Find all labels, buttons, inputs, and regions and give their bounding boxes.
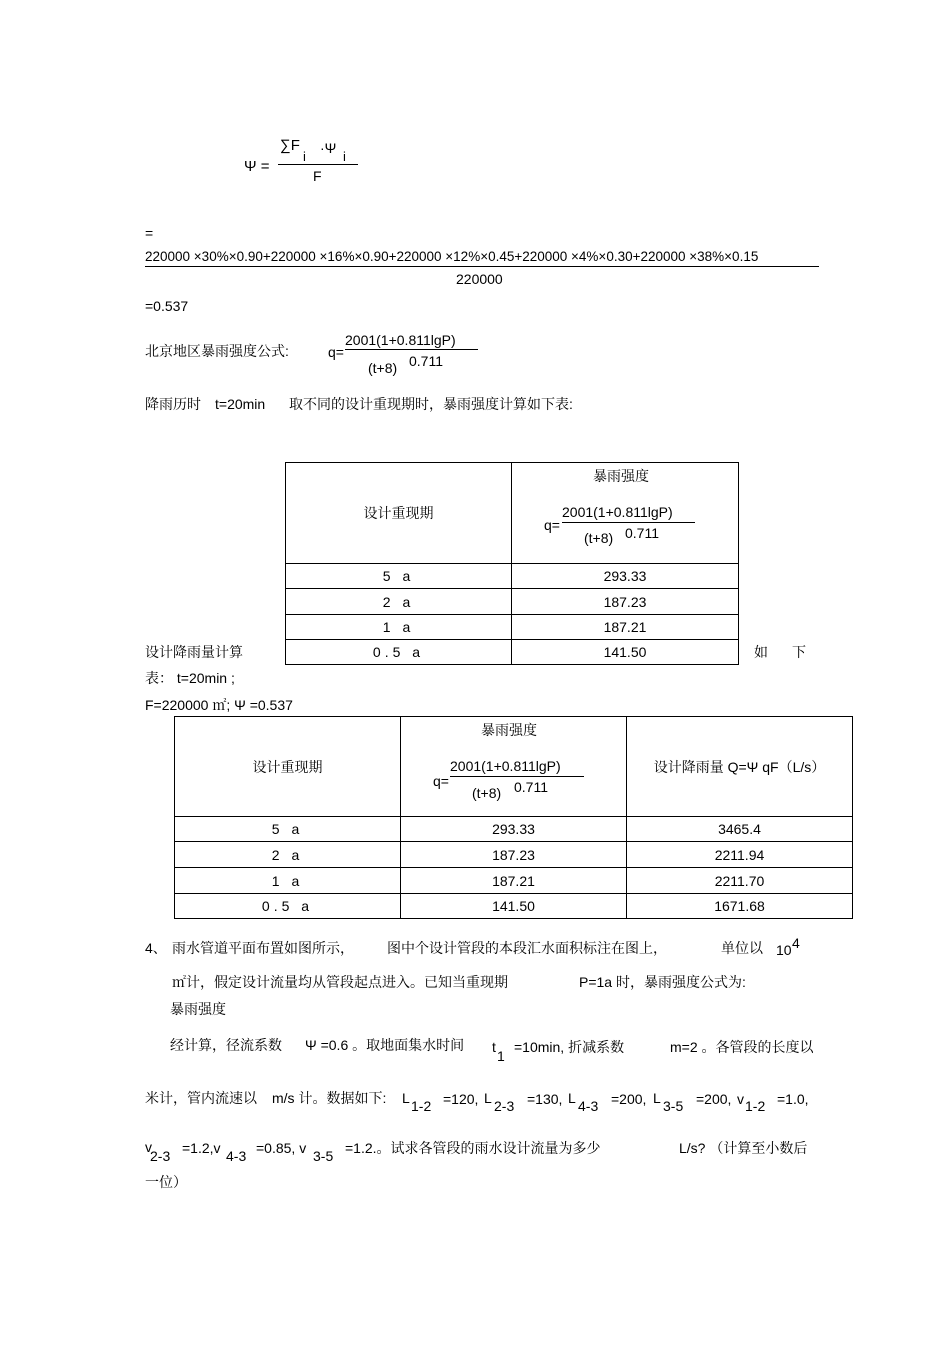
table2-flow: 2211.70 <box>627 868 853 894</box>
table2-period: 1 a <box>175 868 401 894</box>
flow-table <box>174 716 853 919</box>
v12-value: =1.0, <box>777 1091 809 1107</box>
psi-symbol: Ψ = <box>244 158 270 175</box>
problem-line4c: t <box>492 1039 496 1055</box>
long-fraction-numerator: 220000 ×30%×0.90+220000 ×16%×0.90+220000 ×12%×0.45+220000 ×4%×0.30+220000 ×38%×0.15 <box>145 249 759 264</box>
table2-flow: 1671.68 <box>627 894 853 919</box>
table1-intensity: 187.21 <box>512 615 739 640</box>
table2-flow: 2211.94 <box>627 842 853 868</box>
problem-line2a: ㎡计，假定设计流量均从管段起点进入。已知当重现期 <box>172 974 508 990</box>
L35-value: =200, <box>696 1091 732 1107</box>
table2-header-intensity <box>401 717 627 817</box>
L12-subscript: 1-2 <box>411 1098 432 1114</box>
table1-q: q= <box>544 517 560 533</box>
v43-subscript: 4-3 <box>226 1148 247 1164</box>
table2-period: 5 a <box>175 817 401 842</box>
table1-den: (t+8) <box>584 530 614 546</box>
long-fraction-denominator: 220000 <box>456 271 503 287</box>
L23-value: =130, <box>527 1091 563 1107</box>
table-row <box>175 894 853 919</box>
v43-value: =0.85, v <box>256 1140 307 1156</box>
table1-header-period: 设计重现期 <box>286 463 512 564</box>
table-row <box>175 842 853 868</box>
table2-intensity: 141.50 <box>401 894 627 919</box>
problem-line4a: 经计算，径流系数 <box>170 1037 282 1053</box>
duration-description: 取不同的设计重现期时，暴雨强度计算如下表: <box>289 396 573 412</box>
table2-header-period: 设计重现期 <box>175 717 401 817</box>
table1-intensity: 141.50 <box>512 640 739 665</box>
problem-line1c: 单位以 <box>721 940 763 956</box>
table-row <box>175 817 853 842</box>
table1-intensity-title: 暴雨强度 <box>593 468 649 484</box>
table1-numerator: 2001(1+0.811lgP) <box>562 504 673 520</box>
table2-numerator: 2001(1+0.811lgP) <box>450 758 561 774</box>
v12-symbol: v <box>737 1091 744 1107</box>
table2-period: 2 a <box>175 842 401 868</box>
v12-subscript: 1-2 <box>745 1098 766 1114</box>
storm-formula-q: q= <box>328 344 344 360</box>
table2-period: 0.5 a <box>175 894 401 919</box>
long-fraction-bar <box>145 266 819 267</box>
psi-denominator: F <box>313 168 322 184</box>
L23-symbol: L <box>484 1090 492 1106</box>
unit-exponent: 4 <box>792 935 800 951</box>
table2-header-flow: 设计降雨量 Q=Ψ qF（L/s） <box>627 717 853 817</box>
table2-intensity-title: 暴雨强度 <box>481 722 537 738</box>
problem-line5a: 米计，管内流速以 <box>145 1090 257 1106</box>
table2-flow: 3465.4 <box>627 817 853 842</box>
L35-symbol: L <box>653 1090 661 1106</box>
design-rain-right1: 如 <box>754 644 768 660</box>
design-rain-right2: 下 <box>792 644 806 660</box>
table-row <box>175 868 853 894</box>
table2-fraction-bar <box>450 776 584 777</box>
table2-intensity: 187.23 <box>401 842 627 868</box>
storm-formula-exp: 0.711 <box>409 353 443 369</box>
psi-numerator-sum: ∑F <box>280 137 300 154</box>
L43-subscript: 4-3 <box>578 1098 599 1114</box>
table-row <box>286 564 739 589</box>
table1-intensity: 187.23 <box>512 589 739 615</box>
problem-line2b: P=1a 时，暴雨强度公式为: <box>579 974 746 990</box>
v23-symbol: v <box>145 1139 152 1155</box>
L43-symbol: L <box>568 1090 576 1106</box>
table2-q: q= <box>433 773 449 789</box>
v23-value: =1.2,v <box>182 1140 221 1156</box>
table1-period: 1 a <box>286 615 512 640</box>
table-duration-line: 表： t=20min ; <box>145 670 235 686</box>
table2-den: (t+8) <box>472 785 502 801</box>
storm-formula-numerator: 2001(1+0.811lgP) <box>345 332 456 348</box>
problem-line3: 暴雨强度 <box>170 1001 226 1017</box>
duration-label: 降雨历时 <box>145 396 201 412</box>
psi-numerator-sub-i2: i <box>343 149 346 164</box>
L12-value: =120, <box>443 1091 479 1107</box>
v35-subscript: 3-5 <box>313 1148 334 1164</box>
equals-sign: = <box>145 225 154 241</box>
table2-intensity: 187.21 <box>401 868 627 894</box>
v35-value: =1.2.。试求各管段的雨水设计流量为多少 <box>345 1140 601 1156</box>
table1-period: 0.5 a <box>286 640 512 665</box>
table2-intensity: 293.33 <box>401 817 627 842</box>
table1-fraction-bar <box>562 522 695 523</box>
problem-line4e: m=2 。各管段的长度以 <box>670 1039 814 1055</box>
psi-numerator-sub-i: i <box>303 149 306 164</box>
problem-number: 4、 <box>145 940 167 956</box>
problem-line6-end: L/s? （计算至小数后 <box>679 1140 808 1156</box>
duration-value: t=20min <box>215 396 266 412</box>
problem-line1: 雨水管道平面布置如图所示， <box>172 940 354 956</box>
table-row <box>286 640 739 665</box>
unit-base: 10 <box>776 942 792 958</box>
storm-formula-bar <box>345 349 478 350</box>
table1-period: 2 a <box>286 589 512 615</box>
problem-line7: 一位） <box>145 1174 187 1190</box>
storm-formula-label: 北京地区暴雨强度公式: <box>145 343 289 359</box>
L12-symbol: L <box>402 1090 410 1106</box>
intensity-table <box>285 462 739 665</box>
table2-exp: 0.711 <box>514 779 548 795</box>
table1-exp: 0.711 <box>625 525 659 541</box>
psi-fraction-bar <box>278 164 358 165</box>
L35-subscript: 3-5 <box>663 1098 684 1114</box>
problem-line1b: 图中个设计管段的本段汇水面积标注在图上， <box>387 940 667 956</box>
table1-period: 5 a <box>286 564 512 589</box>
table1-intensity: 293.33 <box>512 564 739 589</box>
table-row <box>286 615 739 640</box>
psi-numerator-psi: ·Ψ <box>320 140 337 156</box>
psi-result: =0.537 <box>145 298 189 314</box>
L23-subscript: 2-3 <box>494 1098 515 1114</box>
v23-subscript: 2-3 <box>150 1148 171 1164</box>
area-line: F=220000 ㎡; Ψ =0.537 <box>145 697 293 713</box>
design-rain-label: 设计降雨量计算 <box>145 644 243 660</box>
table-row <box>286 589 739 615</box>
problem-line4b: Ψ =0.6 。取地面集水时间 <box>305 1037 465 1053</box>
problem-line4d: =10min, 折减系数 <box>514 1039 625 1055</box>
L43-value: =200, <box>611 1091 647 1107</box>
storm-formula-den: (t+8) <box>368 360 398 376</box>
table1-header-intensity <box>512 463 739 564</box>
problem-line4c-sub: 1 <box>497 1048 505 1064</box>
problem-line5b: m/s 计。数据如下: <box>272 1090 387 1106</box>
